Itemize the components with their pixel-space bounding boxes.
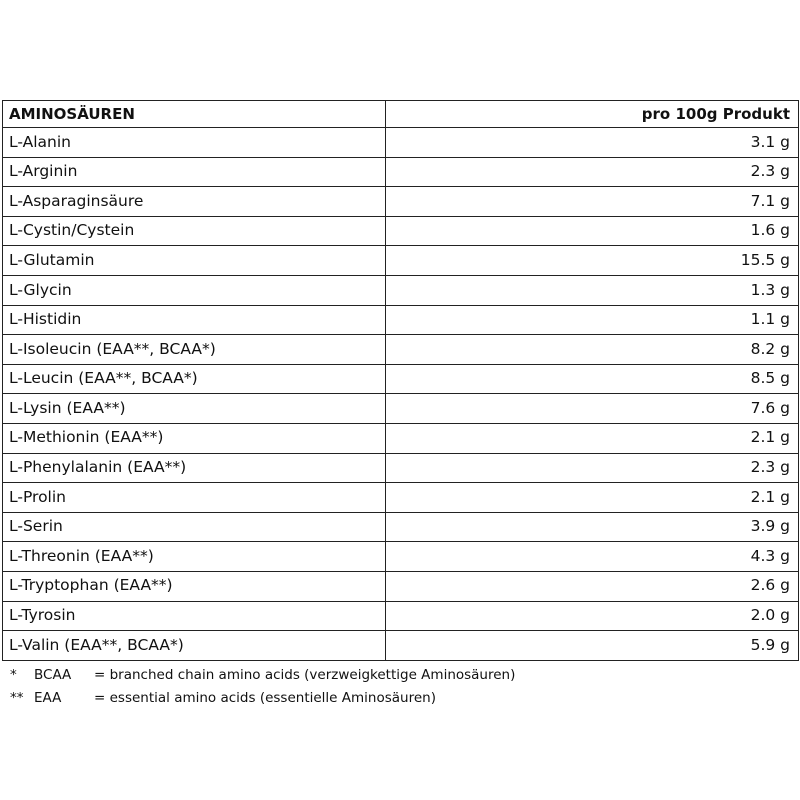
amino-acid-name: L-Tyrosin bbox=[3, 601, 386, 631]
amino-acid-name: L-Threonin (EAA**) bbox=[3, 542, 386, 572]
amino-acid-name: L-Isoleucin (EAA**, BCAA*) bbox=[3, 335, 386, 365]
amino-acid-amount: 7.1 g bbox=[386, 187, 799, 217]
footnote-bcaa bbox=[10, 664, 515, 687]
footnotes bbox=[10, 664, 515, 710]
amino-acid-name: L-Asparaginsäure bbox=[3, 187, 386, 217]
table-row bbox=[3, 275, 799, 305]
table-row bbox=[3, 571, 799, 601]
table-row bbox=[3, 157, 799, 187]
table-row bbox=[3, 512, 799, 542]
amino-acid-name: L-Prolin bbox=[3, 483, 386, 513]
amino-acid-amount: 2.1 g bbox=[386, 423, 799, 453]
column-header-amino-acids: AMINOSÄUREN bbox=[3, 101, 386, 128]
amino-acid-amount: 2.0 g bbox=[386, 601, 799, 631]
amino-acid-name: L-Serin bbox=[3, 512, 386, 542]
amino-acid-name: L-Histidin bbox=[3, 305, 386, 335]
table-row bbox=[3, 394, 799, 424]
amino-acid-name: L-Glycin bbox=[3, 275, 386, 305]
amino-acid-amount: 3.9 g bbox=[386, 512, 799, 542]
amino-acid-name: L-Cystin/Cystein bbox=[3, 216, 386, 246]
footnote-eaa bbox=[10, 687, 515, 710]
table-row bbox=[3, 542, 799, 572]
amino-acid-amount: 1.6 g bbox=[386, 216, 799, 246]
amino-acid-amount: 2.3 g bbox=[386, 453, 799, 483]
table-row bbox=[3, 246, 799, 276]
amino-acid-amount: 8.2 g bbox=[386, 335, 799, 365]
table-row bbox=[3, 364, 799, 394]
amino-acid-amount: 2.3 g bbox=[386, 157, 799, 187]
amino-acid-amount: 2.6 g bbox=[386, 571, 799, 601]
amino-acid-amount: 5.9 g bbox=[386, 631, 799, 661]
amino-acid-name: L-Methionin (EAA**) bbox=[3, 423, 386, 453]
amino-acid-name: L-Valin (EAA**, BCAA*) bbox=[3, 631, 386, 661]
column-header-per-100g: pro 100g Produkt bbox=[386, 101, 799, 128]
amino-acid-name: L-Phenylalanin (EAA**) bbox=[3, 453, 386, 483]
amino-acid-amount: 3.1 g bbox=[386, 128, 799, 158]
footnote-abbreviation: EAA bbox=[34, 690, 62, 706]
table-row bbox=[3, 631, 799, 661]
table-header-row bbox=[3, 101, 799, 128]
footnote-text: = branched chain amino acids (verzweigkettige Aminosäuren) bbox=[94, 667, 516, 683]
amino-acid-name: L-Tryptophan (EAA**) bbox=[3, 571, 386, 601]
amino-acid-table bbox=[2, 100, 799, 661]
amino-acid-amount: 8.5 g bbox=[386, 364, 799, 394]
amino-acid-amount: 7.6 g bbox=[386, 394, 799, 424]
footnote-text: = essential amino acids (essentielle Aminosäuren) bbox=[94, 690, 436, 706]
amino-acid-name: L-Glutamin bbox=[3, 246, 386, 276]
amino-acid-name: L-Alanin bbox=[3, 128, 386, 158]
footnote-mark: ** bbox=[10, 690, 24, 706]
amino-acid-amount: 1.1 g bbox=[386, 305, 799, 335]
amino-acid-amount: 4.3 g bbox=[386, 542, 799, 572]
footnote-mark: * bbox=[10, 667, 17, 683]
table-row bbox=[3, 305, 799, 335]
table-row bbox=[3, 128, 799, 158]
table-row bbox=[3, 601, 799, 631]
amino-acid-name: L-Leucin (EAA**, BCAA*) bbox=[3, 364, 386, 394]
table-row bbox=[3, 483, 799, 513]
amino-acid-name: L-Arginin bbox=[3, 157, 386, 187]
table-row bbox=[3, 216, 799, 246]
table-row bbox=[3, 187, 799, 217]
table-row bbox=[3, 423, 799, 453]
amino-acid-name: L-Lysin (EAA**) bbox=[3, 394, 386, 424]
amino-acid-amount: 1.3 g bbox=[386, 275, 799, 305]
table-body bbox=[3, 128, 799, 661]
amino-acid-amount: 2.1 g bbox=[386, 483, 799, 513]
table-row bbox=[3, 453, 799, 483]
footnote-abbreviation: BCAA bbox=[34, 667, 72, 683]
amino-acid-amount: 15.5 g bbox=[386, 246, 799, 276]
table-row bbox=[3, 335, 799, 365]
